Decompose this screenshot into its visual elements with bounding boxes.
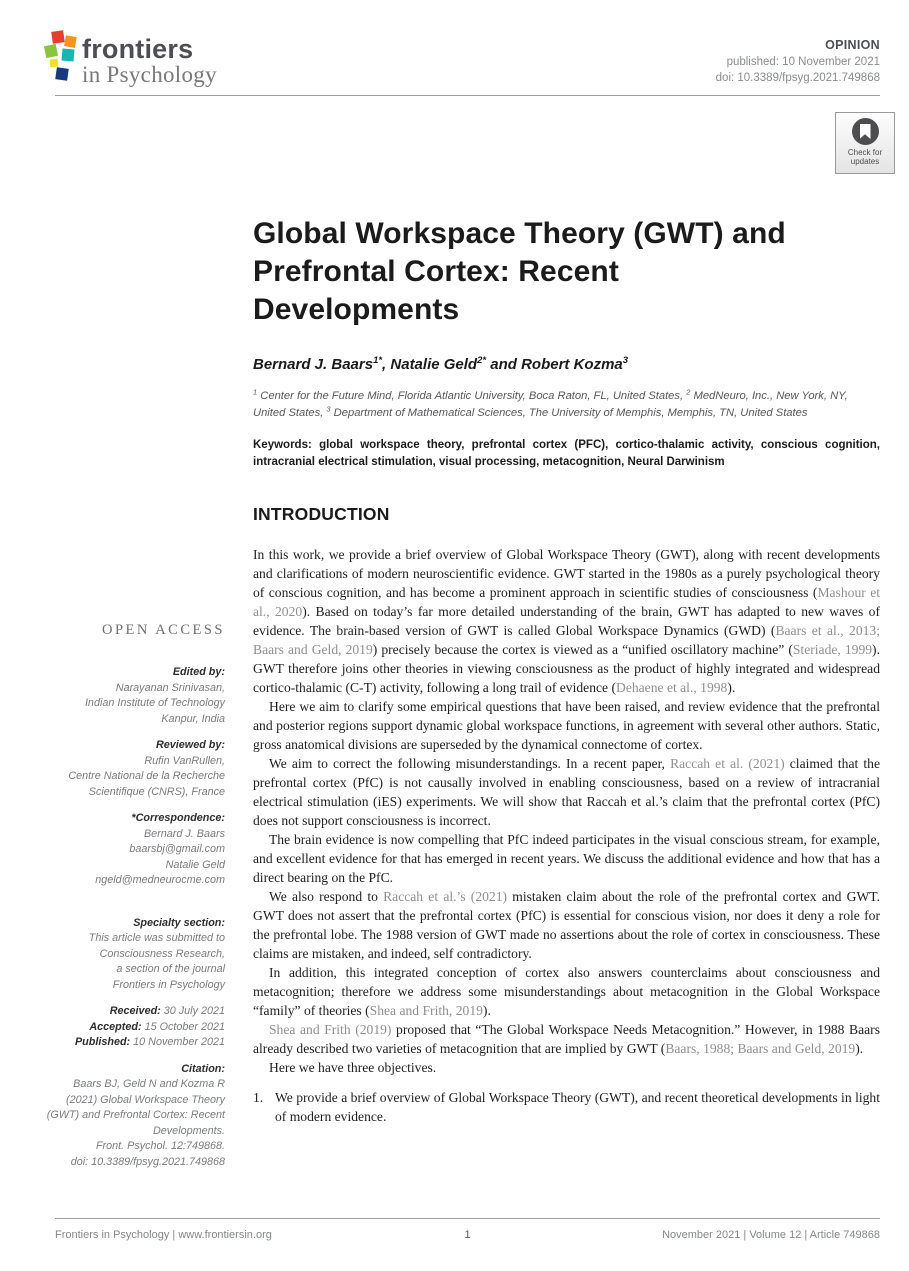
page-number: 1 (464, 1229, 471, 1241)
text-run: In addition, this integrated conception of cortex also answers counterclaims about consciousness and metacognition; therefore we address some misunderstandings about metacognition in the Global Workspace “family” of theories ( (253, 965, 880, 1018)
text-run: ). (727, 680, 736, 695)
wordmark-journal: in Psychology (82, 62, 217, 87)
specialty-line: This article was submitted to (88, 932, 225, 944)
footer-divider (55, 1218, 880, 1219)
author-affil-marker: 3 (622, 355, 629, 366)
reviewed-by-block (22, 738, 225, 800)
edited-by-label: Edited by: (172, 666, 225, 678)
body-paragraph (253, 830, 880, 887)
text-run: mistaken claim about the role of the prefrontal cortex and GWT. GWT does not assert that the prefrontal cortex (PfC) is essential for conscious vision, nor does it deny a role for the prefrontal lobe. The 1988 version of GWT made no assertions about the role of cortex in consciousness. These claims are mistaken, and indeed, self contradictory. (253, 889, 880, 961)
citation-link[interactable]: Raccah et al. (2021) (670, 756, 785, 771)
dates-block (22, 1004, 225, 1051)
body-paragraph (253, 1058, 880, 1077)
citation-label: Citation: (181, 1062, 225, 1075)
text-run: ) precisely because the cortex is viewed as a “unified oscillatory machine” ( (372, 642, 793, 657)
text-run: ). GWT therefore joins other theories in viewing consciousness as the product of highly integrated and widespread cortico-thalamic (C-T) activity, following a long trail of evidence ( (253, 642, 880, 695)
journal-wordmark (82, 36, 217, 88)
specialty-line: Consciousness Research, (99, 947, 225, 960)
citation-link[interactable]: Raccah et al.’s (2021) (383, 889, 508, 904)
check-updates-label-1: Check for (847, 148, 883, 157)
text-run: Department of Mathematical Sciences, The University of Memphis, Memphis, TN, United States (330, 406, 808, 419)
journal-url-link[interactable]: www.frontiersin.org (178, 1229, 272, 1241)
citation-link[interactable]: Shea and Frith, 2019 (369, 1003, 483, 1018)
citation-link[interactable]: Baars, 1988; Baars and Geld, 2019 (665, 1041, 856, 1056)
author-affil-marker: 1* (373, 355, 383, 366)
author-list: Bernard J. Baars$^{1*}$, Natalie Geld$^{2*}$ and Robert Kozma$^3$ (253, 355, 629, 373)
text-run: MedNeuro, Inc., New York, NY, United States, (253, 390, 848, 419)
received-date: Received: 30 July 2021 (109, 1005, 225, 1017)
published-date: published: 10 November 2021 (726, 56, 880, 68)
citation-line: (GWT) and Prefrontal Cortex: Recent (46, 1109, 225, 1121)
editor-line: Indian Institute of Technology (84, 697, 225, 709)
body-paragraph (253, 545, 880, 697)
superscript: 2 (686, 387, 691, 397)
check-for-updates-badge[interactable] (835, 112, 895, 174)
specialty-label: Specialty section: (133, 916, 225, 929)
published-date-sidebar: Published: 10 November 2021 (74, 1036, 225, 1048)
author-name: Natalie Geld (390, 356, 478, 373)
specialty-section-block (22, 916, 225, 994)
reviewed-by-label: Reviewed by: (155, 739, 225, 751)
footer-issue-line: November 2021 | Volume 12 | Article 749868 (662, 1229, 880, 1241)
text-run: Here we have three objectives. (269, 1060, 437, 1075)
text-run: We provide a brief overview of Global Workspace Theory (GWT), and recent theoretical developments in light of modern evidence. (275, 1090, 880, 1124)
text-run: claimed that the prefrontal cortex (PfC) is not causally involved in enabling consciousness, based on a review of intracranial electrical stimulation (iES) experiments. We will show that Raccah et al.’s claim that the prefrontal cortex (PfC) does not support consciousness is incorrect. (253, 756, 880, 828)
doi-line: doi: 10.3389/fpsyg.2021.749868 (715, 71, 880, 84)
article-body (253, 545, 880, 1126)
citation-link[interactable]: Shea and Frith (2019) (269, 1022, 392, 1037)
text-run: The brain evidence is now compelling that PfC indeed participates in the visual conscious stream, for example, and excellent evidence for that has emerged in recent years. We discuss the additional evidence and how that has a direct bearing on the PfC. (253, 832, 880, 885)
article-type-label: OPINION (825, 38, 880, 52)
header-meta-block (716, 38, 880, 86)
citation-line: Front. Psychol. 12:749868. (95, 1140, 225, 1152)
correspondence-email[interactable]: ngeld@medneurocme.com (95, 874, 225, 886)
body-paragraph (253, 887, 880, 963)
header-divider (55, 95, 880, 96)
superscript: 1 (253, 387, 258, 397)
text-run: ). Based on today’s far more detailed understanding of the brain, GWT has adapted to new waves of evidence. The brain-based version of GWT is called Global Workspace Dynamics (GWD) ( (253, 604, 880, 638)
citation-line: Developments. (152, 1124, 225, 1137)
wordmark-frontiers: frontiers (82, 34, 194, 64)
author-name: Robert Kozma (521, 356, 623, 373)
article-main-column (253, 215, 880, 1126)
superscript: 3 (326, 403, 331, 413)
citation-line: (2021) Global Workspace Theory (65, 1093, 225, 1106)
open-access-label: OPEN ACCESS (102, 622, 225, 638)
list-number: 1. (253, 1090, 264, 1105)
text-run: We aim to correct the following misunderstandings. In a recent paper, (269, 756, 671, 771)
section-heading-introduction: INTRODUCTION (253, 504, 390, 524)
footer-journal-line: Frontiers in Psychology | www.frontiersin.org (55, 1229, 272, 1241)
edited-by-block (22, 665, 225, 727)
article-title: Global Workspace Theory (GWT) and Prefrontal Cortex: Recent Developments (253, 217, 786, 326)
author-affil-marker: 2* (477, 355, 487, 366)
citation-link[interactable]: Baars et al., 2013; Baars and Geld, 2019 (253, 623, 880, 657)
correspondence-name: Natalie Geld (165, 858, 225, 871)
text-run: We also respond to (269, 889, 384, 904)
editor-line: Kanpur, India (161, 712, 225, 725)
frontiers-logo-icon (44, 30, 78, 86)
keywords-line: Keywords: global workspace theory, prefrontal cortex (PFC), cortico-thalamic activity, conscious cognition, intracranial electrical stimulation, visual processing, metacognition, Neural Darwinism (253, 439, 880, 468)
specialty-line: a section of the journal (116, 963, 225, 975)
affiliations (253, 388, 880, 421)
citation-link[interactable]: Steriade, 1999 (792, 642, 873, 657)
accepted-date: Accepted: 15 October 2021 (89, 1020, 225, 1033)
body-paragraph (253, 697, 880, 754)
text-run: Center for the Future Mind, Florida Atlantic University, Boca Raton, FL, United States, (257, 390, 687, 402)
list-text (275, 1088, 880, 1126)
editor-line: Narayanan Srinivasan, (115, 681, 225, 694)
article-info-sidebar (22, 622, 225, 1181)
reviewer-line: Scientifique (CNRS), France (88, 785, 225, 798)
reviewer-line: Rufin VanRullen, (144, 754, 225, 767)
crossmark-icon (852, 118, 879, 145)
check-updates-label-2: updates (850, 157, 880, 166)
reviewer-line: Centre National de la Recherche (68, 770, 225, 782)
correspondence-label: *Correspondence: (131, 812, 225, 824)
citation-block (22, 1062, 225, 1171)
text-run: In this work, we provide a brief overview of Global Workspace Theory (GWT), along with recent developments and clarifications of modern neuroscientific evidence. GWT started in the 1980s as a purely psychological theory of conscious cognition, and has become a prominent approach in scientific studies of consciousness ( (253, 547, 880, 600)
body-paragraph (253, 754, 880, 830)
citation-link[interactable]: Dehaene et al., 1998 (616, 680, 728, 695)
specialty-line: Frontiers in Psychology (112, 978, 225, 991)
numbered-list-item (253, 1088, 880, 1126)
text-run: ). (855, 1041, 864, 1056)
citation-line: doi: 10.3389/fpsyg.2021.749868 (70, 1155, 225, 1168)
body-paragraph (253, 1020, 880, 1058)
author-name: Bernard J. Baars (253, 356, 374, 373)
body-paragraph (253, 963, 880, 1020)
correspondence-block (22, 811, 225, 889)
text-run: proposed that “The Global Workspace Needs Metacognition.” However, in 1988 Baars already described two varieties of metacognition that are implied by GWT ( (253, 1022, 880, 1056)
citation-line: Baars BJ, Geld N and Kozma R (73, 1078, 225, 1090)
correspondence-email[interactable]: baarsbj@gmail.com (129, 843, 225, 855)
text-run: Here we aim to clarify some empirical questions that have been raised, and review evidence that the prefrontal and posterior regions support dynamic global workspace functions, in agreement with several other authors. Static, gross anatomical divisions are superseded by the dynamical connectome of cortex. (253, 699, 880, 752)
citation-link[interactable]: Mashour et al., 2020 (253, 585, 881, 619)
text-run: ). (482, 1003, 491, 1018)
correspondence-name: Bernard J. Baars (143, 827, 225, 840)
